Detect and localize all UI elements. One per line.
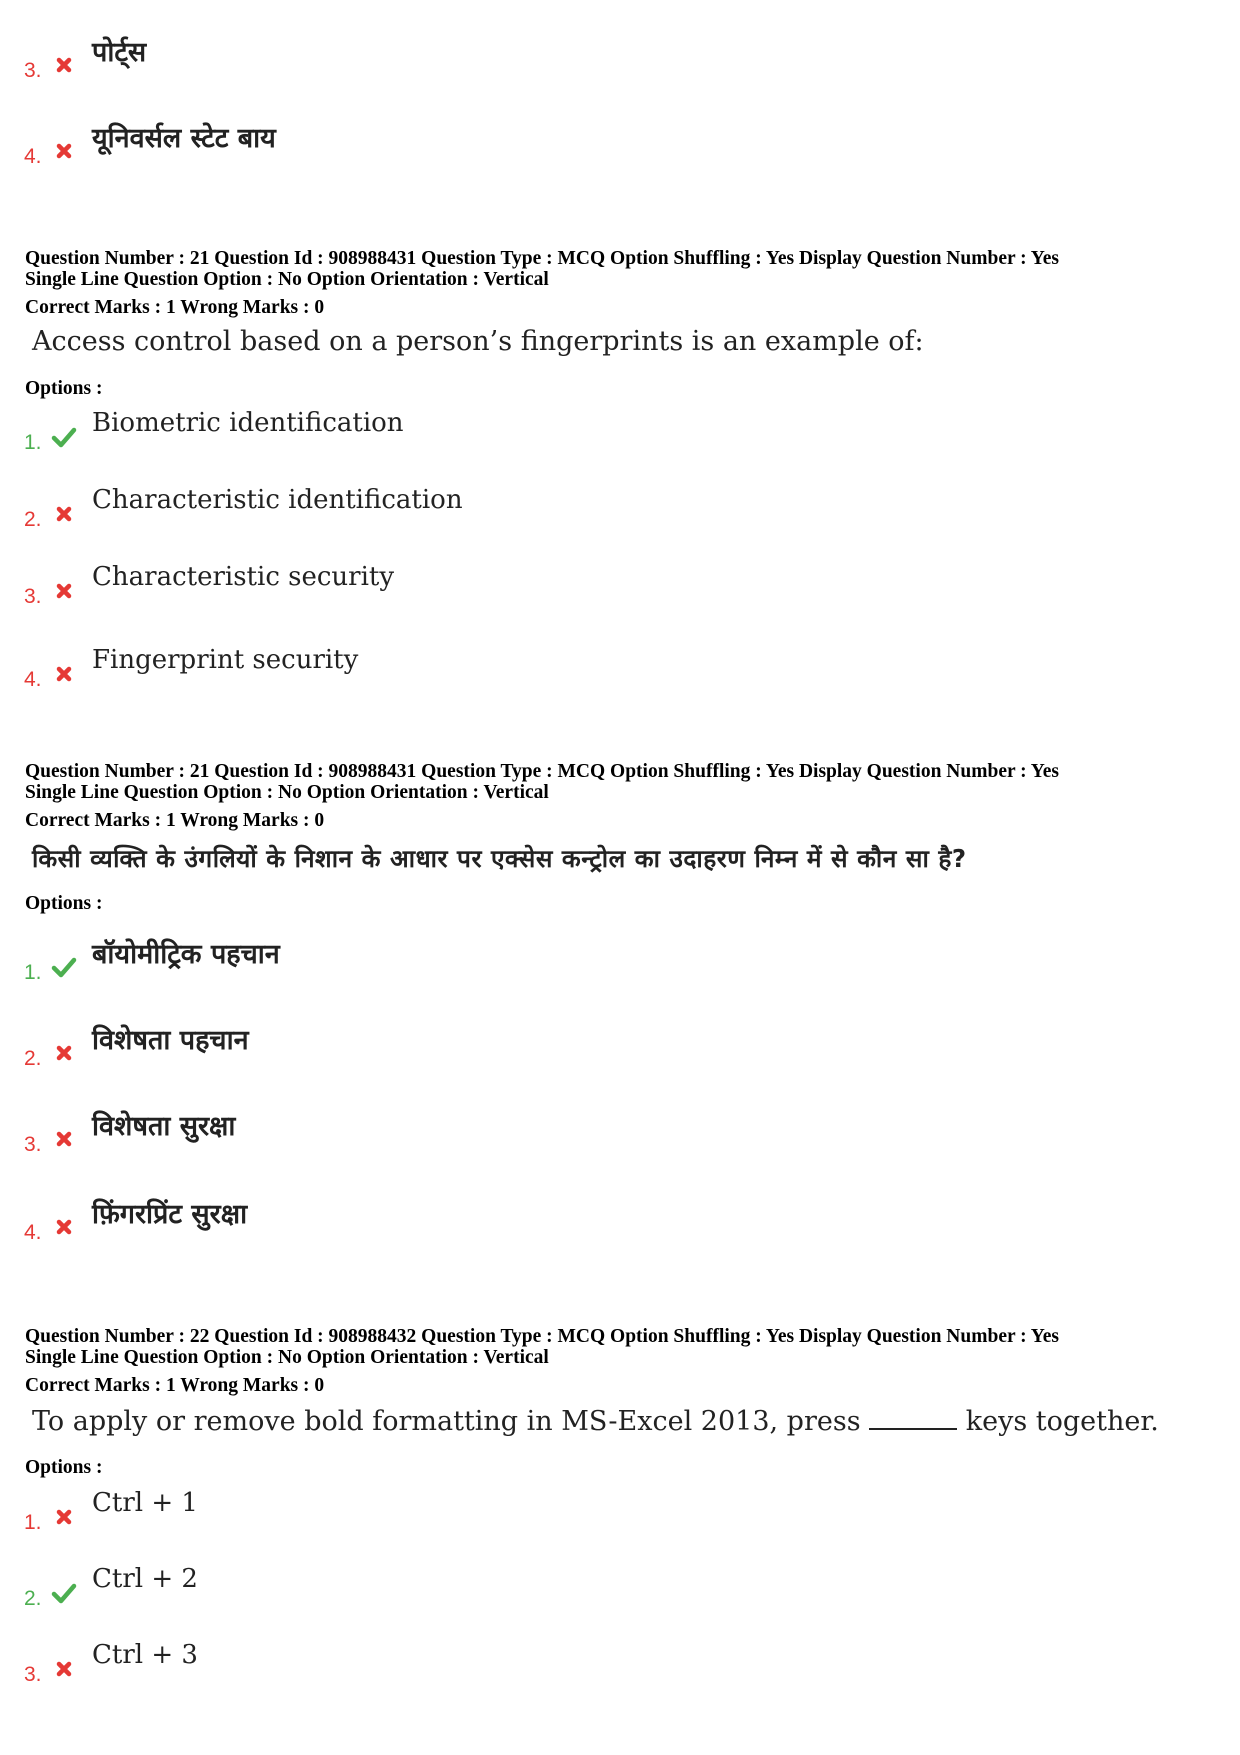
cross-icon xyxy=(51,1214,77,1240)
option-row xyxy=(24,554,1124,614)
options-label: Options : xyxy=(25,893,103,914)
option-row xyxy=(24,114,1124,174)
option-row xyxy=(24,28,1124,88)
question-text: Access control based on a person’s fingerprints is an example of: xyxy=(32,326,924,357)
cross-icon xyxy=(51,1126,77,1152)
options-label: Options : xyxy=(25,1457,103,1478)
question-marks: Correct Marks : 1 Wrong Marks : 0 xyxy=(25,810,325,831)
option-row xyxy=(24,477,1124,537)
check-icon xyxy=(51,954,77,980)
option-number: 4. xyxy=(24,145,42,168)
option-number: 1. xyxy=(24,431,42,454)
option-text: Characteristic security xyxy=(92,562,395,592)
question-marks: Correct Marks : 1 Wrong Marks : 0 xyxy=(25,297,325,318)
option-text: फ़िंगरप्रिंट सुरक्षा xyxy=(92,1199,248,1230)
option-number: 3. xyxy=(24,1663,42,1686)
option-text: यूनिवर्सल स्टेट बाय xyxy=(92,123,276,154)
cross-icon xyxy=(51,138,77,164)
option-text: Ctrl + 1 xyxy=(92,1488,198,1518)
option-row xyxy=(24,1632,1124,1692)
option-row xyxy=(24,400,1124,460)
option-text: Ctrl + 3 xyxy=(92,1640,198,1670)
question-meta-line1: Question Number : 22 Question Id : 908988432 Question Type : MCQ Option Shuffling : Yes Display Question Number : Yes xyxy=(25,1326,1059,1347)
cross-icon xyxy=(51,578,77,604)
cross-icon xyxy=(51,661,77,687)
question-text-before: To apply or remove bold formatting in MS-Excel 2013, press xyxy=(32,1406,861,1437)
question-meta-line2: Single Line Question Option : No Option Orientation : Vertical xyxy=(25,1347,549,1368)
question-text-after: keys together. xyxy=(965,1406,1159,1437)
cross-icon xyxy=(51,501,77,527)
answer-blank xyxy=(869,1404,957,1430)
question-text: किसी व्यक्ति के उंगलियों के निशान के आधार पर एक्सेस कन्ट्रोल का उदाहरण निम्न में से कौन सा है? xyxy=(32,844,967,873)
option-row xyxy=(24,1016,1124,1076)
question-text xyxy=(32,1404,1159,1437)
cross-icon xyxy=(51,1040,77,1066)
check-icon xyxy=(51,1580,77,1606)
option-row xyxy=(24,1102,1124,1162)
option-row xyxy=(24,1190,1124,1250)
option-number: 2. xyxy=(24,1587,42,1610)
option-text: Ctrl + 2 xyxy=(92,1564,198,1594)
option-number: 3. xyxy=(24,585,42,608)
question-marks: Correct Marks : 1 Wrong Marks : 0 xyxy=(25,1375,325,1396)
option-text: Characteristic identification xyxy=(92,485,463,515)
question-meta-line2: Single Line Question Option : No Option Orientation : Vertical xyxy=(25,782,549,803)
question-meta-line1: Question Number : 21 Question Id : 908988431 Question Type : MCQ Option Shuffling : Yes Display Question Number : Yes xyxy=(25,248,1059,269)
cross-icon xyxy=(51,1656,77,1682)
option-row xyxy=(24,1480,1124,1540)
question-meta-line2: Single Line Question Option : No Option Orientation : Vertical xyxy=(25,269,549,290)
option-number: 2. xyxy=(24,1047,42,1070)
check-icon xyxy=(51,424,77,450)
option-text: विशेषता पहचान xyxy=(92,1025,249,1056)
options-label: Options : xyxy=(25,378,103,399)
option-number: 1. xyxy=(24,961,42,984)
question-meta-line1: Question Number : 21 Question Id : 908988431 Question Type : MCQ Option Shuffling : Yes Display Question Number : Yes xyxy=(25,761,1059,782)
option-text: पोर्ट्स xyxy=(92,37,147,68)
option-number: 1. xyxy=(24,1511,42,1534)
option-number: 4. xyxy=(24,668,42,691)
cross-icon xyxy=(51,1504,77,1530)
option-number: 3. xyxy=(24,1133,42,1156)
option-text: Fingerprint security xyxy=(92,645,359,675)
option-row xyxy=(24,1556,1124,1616)
option-number: 4. xyxy=(24,1221,42,1244)
option-number: 3. xyxy=(24,59,42,82)
option-text: विशेषता सुरक्षा xyxy=(92,1111,236,1142)
option-text: बॉयोमीट्रिक पहचान xyxy=(92,939,280,970)
cross-icon xyxy=(51,52,77,78)
option-row xyxy=(24,930,1124,990)
option-number: 2. xyxy=(24,508,42,531)
option-row xyxy=(24,637,1124,697)
option-text: Biometric identification xyxy=(92,408,404,438)
